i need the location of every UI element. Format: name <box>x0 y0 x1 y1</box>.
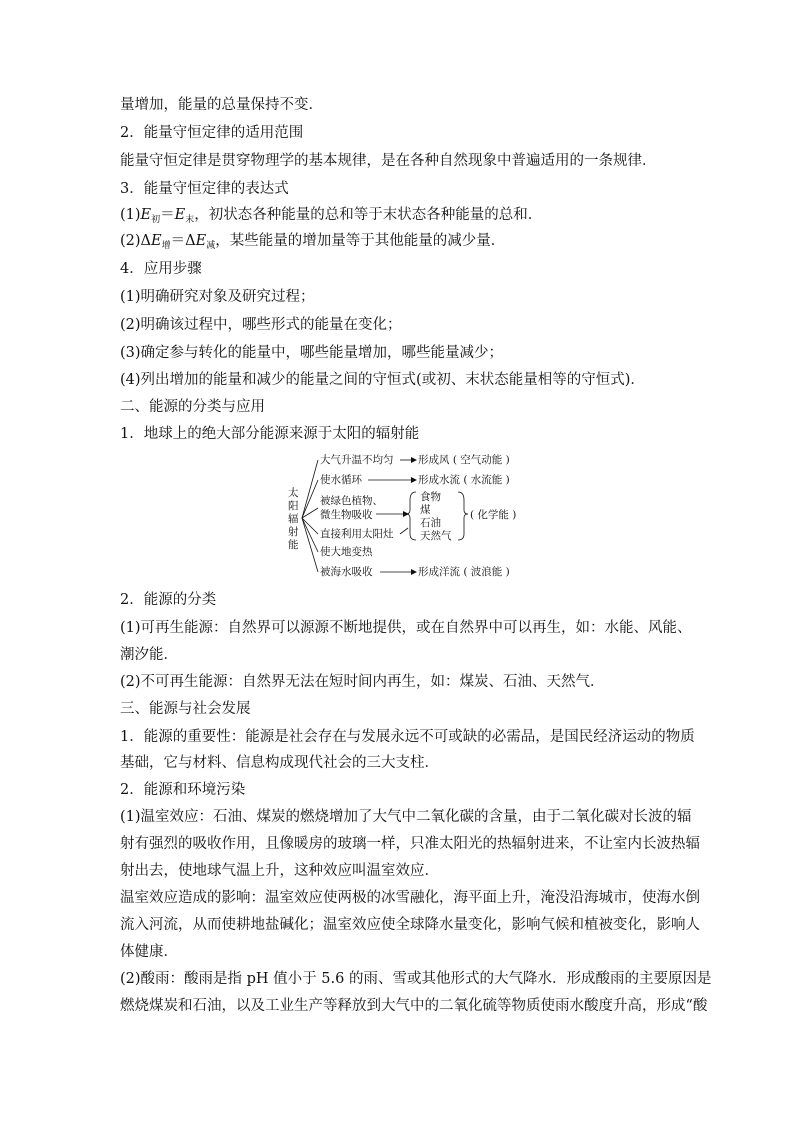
paragraph: 温室效应造成的影响：温室效应使两极的冰雪融化，海平面上升，淹没沿海城市，使海水倒 <box>120 890 700 906</box>
section-heading: 2．能源和环境污染 <box>120 782 246 798</box>
fan-lines <box>302 460 318 572</box>
branch-label: 大气升温不均匀 <box>320 454 394 466</box>
formula-operator: ＝Δ <box>170 233 196 249</box>
solar-energy-diagram <box>280 448 520 584</box>
paragraph: 射有强烈的吸收作用，且像暖房的玻璃一样，只准太阳光的热辐射进来，不让室内长波热辐 <box>120 836 700 852</box>
formula-symbol: E <box>140 207 152 223</box>
paragraph: 燃烧煤炭和石油，以及工业生产等释放到大气中的二氧化硫等物质使雨水酸度升高，形成“酸 <box>120 998 708 1014</box>
list-item: (3)确定参与转化的能量中，哪些能量增加，哪些能量减少； <box>120 345 504 361</box>
connector-line <box>400 528 408 534</box>
fuel-item: 石油 <box>420 517 441 529</box>
section-heading: 4．应用步骤 <box>120 261 202 277</box>
source-char: 太 <box>288 487 299 499</box>
right-brace-icon <box>458 492 468 540</box>
section-heading: 三、能源与社会发展 <box>120 701 251 717</box>
formula-line-2 <box>120 231 680 253</box>
branch-result: 形成水流 ( 水流能 ) <box>418 474 510 486</box>
formula-subscript: 末 <box>185 215 195 225</box>
fuel-item: 天然气 <box>420 530 452 542</box>
source-char: 辐 <box>288 513 299 525</box>
section-heading: 2．能量守恒定律的适用范围 <box>120 125 304 141</box>
paragraph: 能量守恒定律是贯穿物理学的基本规律，是在各种自然现象中普遍适用的一条规律． <box>120 153 657 169</box>
formula-symbol: E <box>174 207 186 223</box>
list-item: (2)明确该过程中，哪些形式的能量在变化； <box>120 317 402 333</box>
paragraph: 体健康． <box>120 944 178 960</box>
formula-text: ，某些能量的增加量等于其他能量的减少量． <box>215 233 506 249</box>
left-brace-icon <box>406 492 416 540</box>
formula-subscript: 初 <box>151 215 161 225</box>
source-char: 射 <box>288 526 299 538</box>
fuel-item: 煤 <box>420 504 431 516</box>
formula-subscript: 减 <box>206 241 216 251</box>
branch-result: 形成风 ( 空气动能 ) <box>418 454 510 466</box>
formula-line-1 <box>120 205 680 227</box>
section-heading: 2．能源的分类 <box>120 592 217 608</box>
source-char: 阳 <box>288 500 299 512</box>
branch-label: 使大地变热 <box>320 546 373 558</box>
paragraph: (2)酸雨：酸雨是指 pH 值小于 5.6 的雨、雪或其他形式的大气降水．形成酸雨的主要原因是 <box>120 971 712 987</box>
branch-label: 被海水吸收 <box>320 566 373 578</box>
branch-label: 使水循环 <box>320 474 362 486</box>
paragraph: 潮汐能． <box>120 647 178 663</box>
paragraph: 流入河流，从而使耕地盐碱化；温室效应使全球降水量变化，影响气候和植被变化，影响人 <box>120 917 700 933</box>
paragraph: 基础，它与材料、信息构成现代社会的三大支柱． <box>120 755 439 771</box>
paragraph: (1)温室效应：石油、煤炭的燃烧增加了大气中二氧化碳的含量，由于二氧化碳对长波的辐 <box>120 809 692 825</box>
fuel-result: ( 化学能 ) <box>470 509 517 521</box>
branch-result: 形成洋流 ( 波浪能 ) <box>418 566 510 578</box>
branch-label: 被绿色植物、 <box>320 495 383 507</box>
formula-prefix: (2)Δ <box>120 233 152 249</box>
formula-prefix: (1) <box>120 207 141 223</box>
fuel-item: 食物 <box>420 491 441 503</box>
paragraph: (1)可再生能源：自然界可以源源不断地提供，或在自然界中可以再生，如：水能、风能、 <box>120 620 692 636</box>
branch-label: 微生物吸收 <box>320 509 373 521</box>
formula-text: ，初状态各种能量的总和等于末状态各种能量的总和． <box>194 207 543 223</box>
list-item: (4)列出增加的能量和减少的能量之间的守恒式(或初、末状态能量相等的守恒式)． <box>120 372 645 388</box>
source-char: 能 <box>288 539 299 551</box>
formula-symbol: E <box>195 233 207 249</box>
section-heading: 3．能量守恒定律的表达式 <box>120 181 289 197</box>
branch-label: 直接利用太阳灶 <box>320 528 394 540</box>
formula-subscript: 增 <box>161 241 171 251</box>
section-heading: 二、能源的分类与应用 <box>120 399 265 415</box>
paragraph: 射出去，使地球气温上升，这种效应叫温室效应． <box>120 863 439 879</box>
section-heading: 1．地球上的绝大部分能源来源于太阳的辐射能 <box>120 426 420 442</box>
paragraph: 1．能源的重要性：能源是社会存在与发展永远不可或缺的必需品，是国民经济运动的物质 <box>120 729 695 745</box>
formula-symbol: E <box>151 233 162 249</box>
formula-operator: ＝ <box>160 207 175 223</box>
paragraph: 量增加，能量的总量保持不变． <box>120 97 323 113</box>
paragraph: (2)不可再生能源：自然界无法在短时间内再生，如：煤炭、石油、天然气． <box>120 674 605 690</box>
list-item: (1)明确研究对象及研究过程； <box>120 289 315 305</box>
